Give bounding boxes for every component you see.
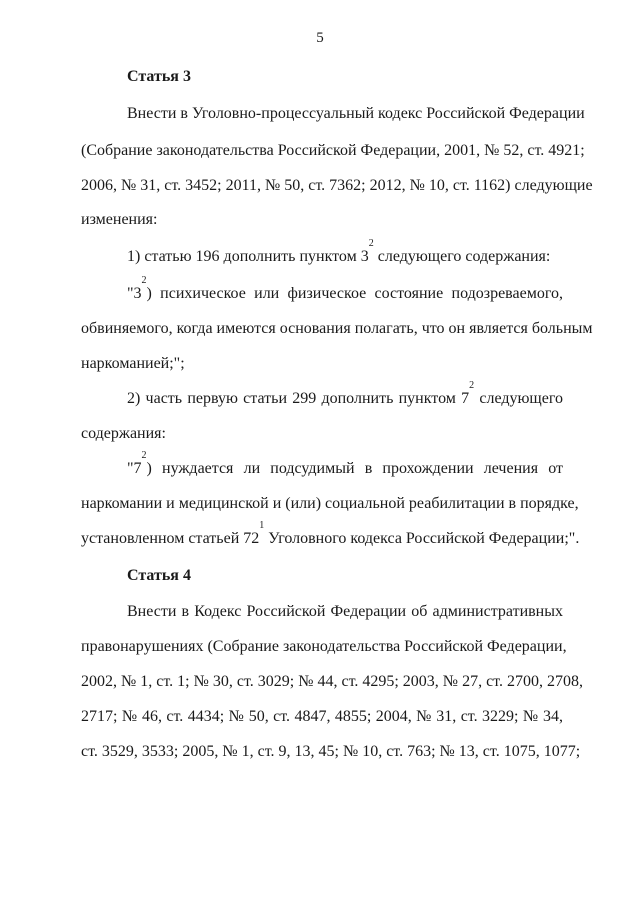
item-2-text-b: следующего	[474, 390, 564, 407]
article-4-line-3: 2002, № 1, ст. 1; № 30, ст. 3029; № 44, ст. 4295; 2003, № 27, ст. 2700, 2708,	[81, 673, 583, 690]
quote-2-superscript: 2	[141, 450, 147, 461]
article-3-quote-2-line-1	[127, 450, 563, 478]
article-3-intro-line-1: Внести в Уголовно-процессуальный кодекс Российской Федерации	[127, 105, 585, 122]
article-3-quote-2-line-3	[81, 520, 580, 548]
article-3-intro-line-2: (Собрание законодательства Российской Федерации, 2001, № 52, ст. 4921;	[81, 142, 585, 159]
quote-1-text-b: ) психическое или физическое состояние подозреваемого,	[146, 285, 563, 302]
article-4-line-2: правонарушениях (Собрание законодательства Российской Федерации,	[81, 638, 567, 655]
article-3-item-2-line-2: содержания:	[81, 425, 166, 442]
item-1-text-a: 1) статью 196 дополнить пунктом 3	[127, 248, 369, 265]
quote-1-text-a: "3	[127, 285, 142, 302]
article-3-heading: Статья 3	[127, 68, 191, 85]
article-3-intro-line-4: изменения:	[81, 211, 158, 228]
article-4-line-5: ст. 3529, 3533; 2005, № 1, ст. 9, 13, 45; № 10, ст. 763; № 13, ст. 1075, 1077;	[81, 743, 581, 760]
quote-2-text-a: "7	[127, 460, 142, 477]
item-2-text-a: 2) часть первую статьи 299 дополнить пунктом 7	[127, 390, 470, 407]
article-3-quote-2-line-2: наркомании и медицинской и (или) социальной реабилитации в порядке,	[81, 495, 579, 512]
article-3-quote-1-line-2: обвиняемого, когда имеются основания полагать, что он является больным	[81, 320, 593, 337]
article-4-heading: Статья 4	[127, 567, 191, 584]
article-3-quote-1-line-1	[127, 275, 563, 303]
article-3-item-2-line-1	[127, 380, 564, 408]
item-1-text-b: следующего содержания:	[373, 248, 551, 265]
quote-2-text-b: ) нуждается ли подсудимый в прохождении лечения от	[146, 460, 563, 477]
item-1-superscript: 2	[368, 238, 374, 249]
page-number: 5	[316, 30, 324, 46]
item-2-superscript: 2	[469, 380, 475, 391]
article-3-item-1	[127, 238, 551, 266]
article-3-quote-1-line-3: наркоманией;";	[81, 355, 185, 372]
article-4-line-4: 2717; № 46, ст. 4434; № 50, ст. 4847, 4855; 2004, № 31, ст. 3229; № 34,	[81, 708, 563, 725]
quote-2-line-3-text-b: Уголовного кодекса Российской Федерации;".	[264, 530, 580, 547]
quote-1-superscript: 2	[141, 275, 147, 286]
quote-2-line-3-superscript: 1	[259, 520, 265, 531]
article-3-intro-line-3: 2006, № 31, ст. 3452; 2011, № 50, ст. 7362; 2012, № 10, ст. 1162) следующие	[81, 177, 593, 194]
article-4-line-1: Внести в Кодекс Российской Федерации об административных	[127, 603, 563, 620]
quote-2-line-3-text-a: установленном статьей 72	[81, 530, 260, 547]
